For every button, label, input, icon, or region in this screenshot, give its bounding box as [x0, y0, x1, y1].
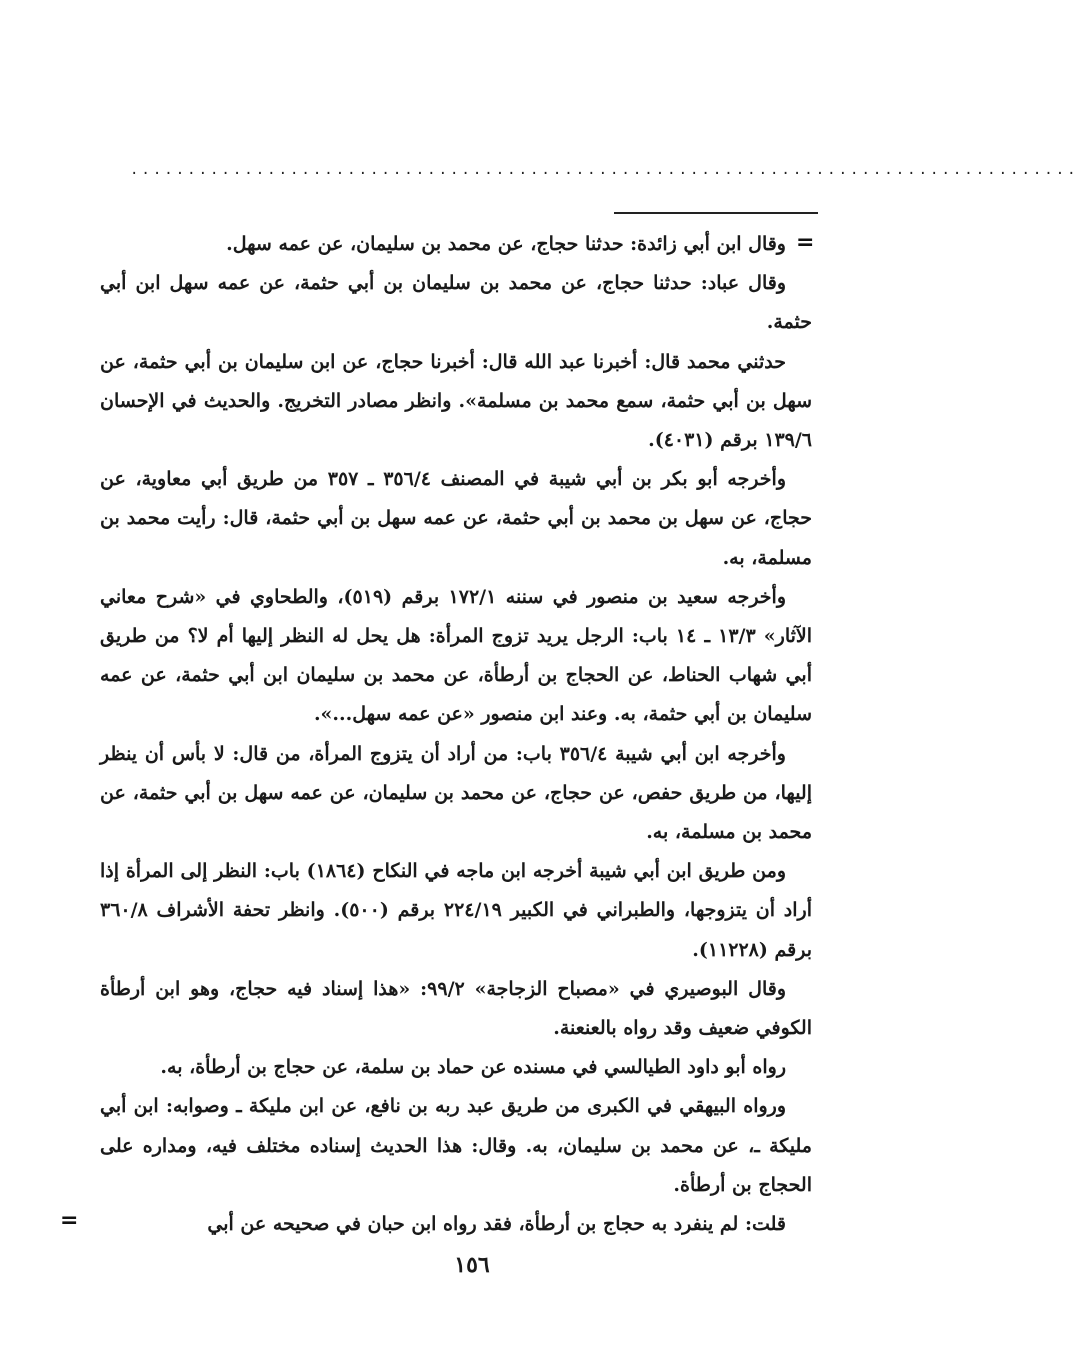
page-number: ١٥٦ — [454, 1252, 490, 1278]
paragraph: وقال عباد: حدثنا حجاج، عن محمد بن سليمان بن أبي حثمة، عن عمه سهل ابن أبي حثمة. — [100, 272, 812, 334]
paragraph: وقال البوصيري في «مصباح الزجاجة» ٩٩/٢: «هذا إسناد فيه حجاج، وهو ابن أرطأة الكوفي ضعيف وقد رواه بالعنعنة. — [100, 977, 812, 1040]
footnote-text — [100, 225, 815, 1244]
paragraph: ومن طريق ابن أبي شيبة أخرجه ابن ماجه في النكاح (١٨٦٤) باب: النظر إلى المرأة إذا أراد أن يتزوجها، والطبراني في الكبير ٢٢٤/١٩ برقم (٥٠٠). وانظر تحفة الأشراف ٣٦٠/٨ برقم (١١٢٢٨). — [100, 860, 813, 961]
footnote-rule — [614, 212, 818, 214]
paragraph: رواه أبو داود الطيالسي في مسنده عن حماد بن سلمة، عن حجاج بن أرطأة، به. — [160, 1056, 786, 1079]
paragraph: وقال ابن أبي زائدة: حدثنا حجاج، عن محمد بن سليمان، عن عمه سهل. — [226, 233, 786, 255]
separator-dots: ................................................................................... — [130, 162, 1079, 178]
paragraph: وأخرجه أبو بكر بن أبي شيبة في المصنف ٣٥٦/٤ ـ ٣٥٧ من طريق أبي معاوية، عن حجاج، عن سهل بن محمد بن أبي حثمة، عن عمه سهل بن أبي حثمة، قال: رأيت محمد بن مسلمة، به. — [100, 468, 812, 569]
paragraph: قلت: لم ينفرد به حجاج بن أرطأة، فقد رواه ابن حبان في صحيحه عن أبي — [207, 1213, 786, 1236]
continuation-marker-top: = — [796, 230, 815, 255]
paragraph: وأخرجه ابن أبي شيبة ٣٥٦/٤ باب: من أراد أن يتزوج المرأة، من قال: لا بأس أن ينظر إليها، من طريق حفص، عن حجاج، عن محمد بن سليمان، عن عمه سهل بن أبي حثمة، عن محمد بن مسلمة، به. — [100, 742, 812, 844]
paragraph: ورواه البيهقي في الكبرى من طريق عبد ربه بن نافع، عن ابن مليكة ـ وصوابه: ابن أبي مليكة ـ، عن محمد بن سليمان، به. وقال: هذا الحديث إسناده مختلف فيه، ومداره على الحجاج بن أرطأة. — [100, 1095, 812, 1196]
paragraph: وأخرجه سعيد بن منصور في سننه ١٧٢/١ برقم (٥١٩)، والطحاوي في «شرح معاني الآثار» ١٣/٣ ـ ١٤ باب: الرجل يريد تزوج المرأة: هل يحل له النظر إليها أم لا؟ من طريق أبي شهاب الحناط، عن الحجاج بن أرطأة، عن محمد بن سليمان ابن أبي حثمة، عن عمه سليمان بن أبي حثمة، به. وعند ابن منصور «عن عمه سهل...». — [100, 585, 813, 726]
paragraph: حدثني محمد قال: أخبرنا عبد الله قال: أخبرنا حجاج، عن ابن سليمان بن أبي حثمة، عن سهل بن أبي حثمة، سمع محمد بن مسلمة». وانظر مصادر التخريج. والحديث في الإحسان ١٣٩/٦ برقم (٤٠٣١). — [100, 350, 812, 452]
continuation-marker-bottom: = — [60, 1208, 79, 1233]
